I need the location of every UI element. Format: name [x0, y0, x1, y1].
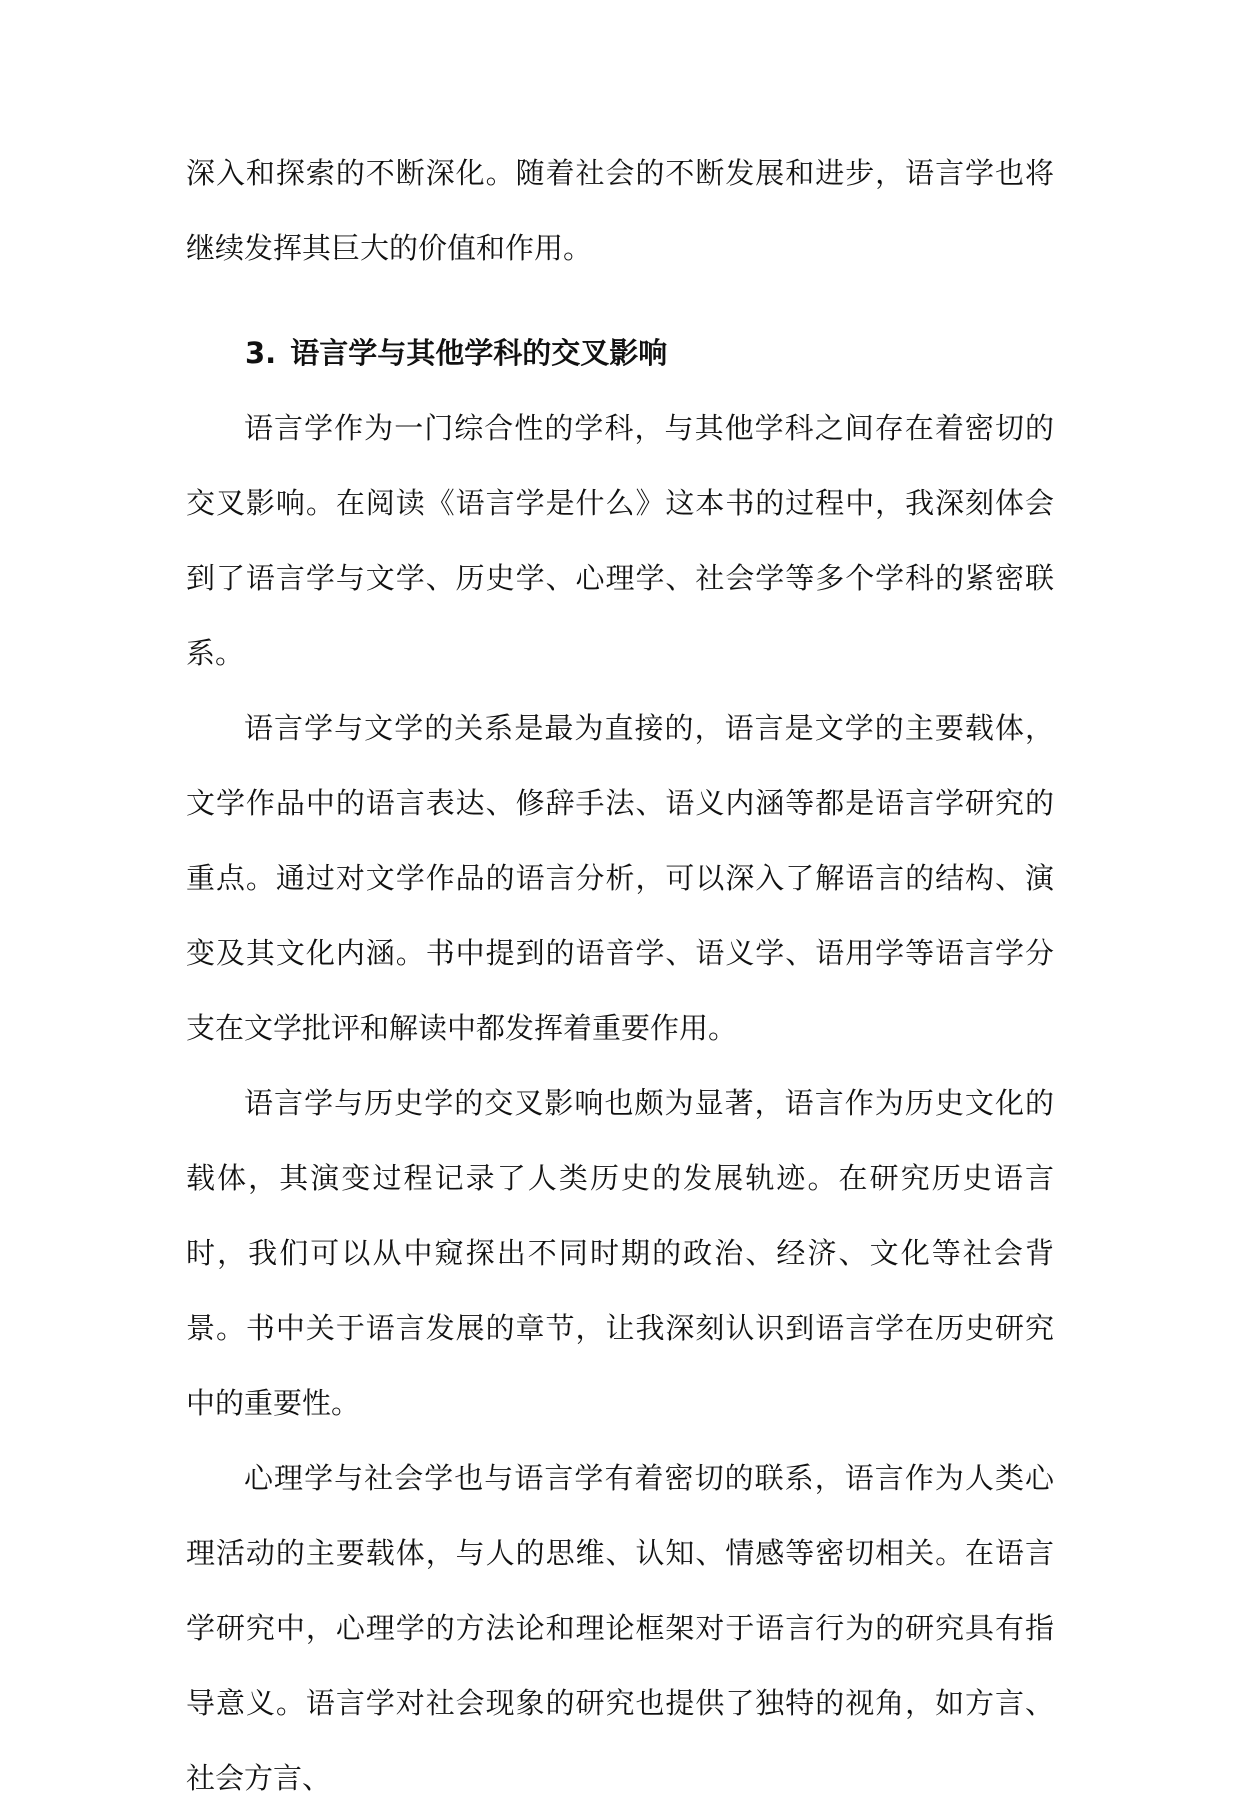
paragraph-psychology-sociology: 心理学与社会学也与语言学有着密切的联系，语言作为人类心理活动的主要载体，与人的思维、认知、情感等密切相关。在语言学研究中，心理学的方法论和理论框架对于语言行为的研究具有指导意义。语言学对社会现象的研究也提供了独特的视角，如方言、社会方言、: [186, 1461, 1054, 1795]
continuation-paragraph: 深入和探索的不断深化。随着社会的不断发展和进步，语言学也将继续发挥其巨大的价值和作用。: [186, 156, 1054, 265]
section-number: 3.: [245, 336, 277, 370]
section-body: [186, 391, 1054, 1816]
paragraph-history: 语言学与历史学的交叉影响也颇为显著，语言作为历史文化的载体，其演变过程记录了人类历史的发展轨迹。在研究历史语言时，我们可以从中窥探出不同时期的政治、经济、文化等社会背景。书中关于语言发展的章节，让我深刻认识到语言学在历史研究中的重要性。: [186, 1086, 1054, 1420]
paragraph-intro: 语言学作为一门综合性的学科，与其他学科之间存在着密切的交叉影响。在阅读《语言学是什么》这本书的过程中，我深刻体会到了语言学与文学、历史学、心理学、社会学等多个学科的紧密联系。: [186, 411, 1054, 670]
section-title: 语言学与其他学科的交叉影响: [290, 336, 668, 370]
paragraph-literature: 语言学与文学的关系是最为直接的，语言是文学的主要载体，文学作品中的语言表达、修辞手法、语义内涵等都是语言学研究的重点。通过对文学作品的语言分析，可以深入了解语言的结构、演变及其文化内涵。书中提到的语音学、语义学、语用学等语言学分支在文学批评和解读中都发挥着重要作用。: [186, 711, 1054, 1045]
section-heading: [245, 316, 667, 391]
continuation-text: [186, 136, 1054, 286]
